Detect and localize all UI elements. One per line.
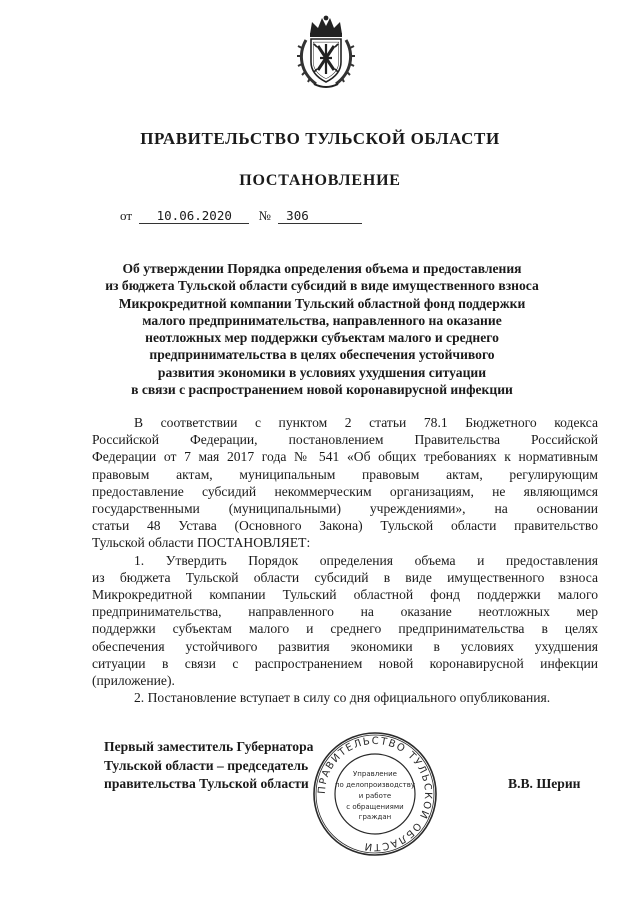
stamp-center-line: с обращениями xyxy=(346,803,404,811)
body-line: обеспечения устойчивого развития экономики в условиях ухудшения xyxy=(92,638,598,654)
date-label: от xyxy=(120,208,133,223)
stamp-center-line: Управление xyxy=(353,770,397,778)
body-line: статьи 48 Устава (Основного Закона) Тульской области правительство xyxy=(92,518,598,534)
body-line: 1. Утвердить Порядок определения объема и предоставления xyxy=(134,552,598,568)
body-line: Микрокредитной компании Тульский областной фонд поддержки малого xyxy=(92,587,598,603)
body-line: поддержки субъектам малого и среднего предпринимательства в целях xyxy=(92,621,598,637)
subject-line: предпринимательства в целях обеспечения устойчивого xyxy=(149,347,495,363)
body-line: Федерации от 7 мая 2017 года № 541 «Об общих требованиях к нормативным xyxy=(92,449,598,465)
subject-line: неотложных мер поддержки субъектам малого и среднего xyxy=(145,330,499,346)
subject-line: малого предпринимательства, направленного на оказание xyxy=(142,312,502,328)
subject-line: Об утверждении Порядка определения объема и предоставления xyxy=(122,261,522,276)
signer-position-line: правительства Тульской области xyxy=(104,776,309,791)
body-line: предпринимательства, направленного на оказание неотложных мер xyxy=(92,604,598,620)
body-line: В соответствии с пунктом 2 статьи 78.1 Бюджетного кодекса xyxy=(134,415,598,430)
body-line: (приложение). xyxy=(92,673,175,689)
subject-line: в связи с распространением новой коронавирусной инфекции xyxy=(131,382,513,398)
stamp-center-line: и работе xyxy=(358,792,392,800)
signer-name: В.В. Шерин xyxy=(508,776,581,791)
subject-line: развития экономики в условиях ухудшения ситуации xyxy=(157,364,487,380)
official-stamp xyxy=(310,730,440,858)
subject-line: из бюджета Тульской области субсидий в виде имущественного взноса xyxy=(105,278,539,294)
body-line: правовым актам, муниципальным правовым актам, регулирующим xyxy=(92,466,598,482)
signer-position xyxy=(104,738,313,794)
dateline xyxy=(120,208,362,224)
coat-of-arms-icon xyxy=(296,14,356,90)
number-label: № xyxy=(258,208,271,223)
stamp-ring-text: ПРАВИТЕЛЬСТВО ТУЛЬСКОЙ ОБЛАСТИ xyxy=(316,735,434,853)
stamp-center-line: граждан xyxy=(358,813,392,821)
signer-position-line: Первый заместитель Губернатора xyxy=(104,739,314,754)
body-line: Тульской области ПОСТАНОВЛЯЕТ: xyxy=(92,535,311,551)
signer-position-line: Тульской области – председатель xyxy=(104,757,309,773)
body-line: из бюджета Тульской области субсидий в виде имущественного взноса xyxy=(92,569,598,585)
body-line: государственными (муниципальными) учреждениями», на основании xyxy=(92,501,598,517)
body-line: ситуации в связи с распространением новой коронавирусной инфекции xyxy=(92,655,598,671)
body-line: Российской Федерации, постановлением Правительства Российской xyxy=(92,432,598,448)
stamp-center-line: по делопроизводству xyxy=(334,781,416,789)
document-type: ПОСТАНОВЛЕНИЕ xyxy=(239,172,401,189)
subject-line: Микрокредитной компании Тульский областной фонд поддержки xyxy=(118,295,526,311)
document-body xyxy=(92,414,598,706)
government-title: ПРАВИТЕЛЬСТВО ТУЛЬСКОЙ ОБЛАСТИ xyxy=(140,129,500,148)
document-subject xyxy=(82,260,562,398)
document-number: 306 xyxy=(278,209,362,224)
document-date: 10.06.2020 xyxy=(139,209,249,224)
body-line: предоставление субсидий некоммерческим организациям, не являющимся xyxy=(92,483,598,499)
body-line: 2. Постановление вступает в силу со дня официального опубликования. xyxy=(134,690,551,706)
